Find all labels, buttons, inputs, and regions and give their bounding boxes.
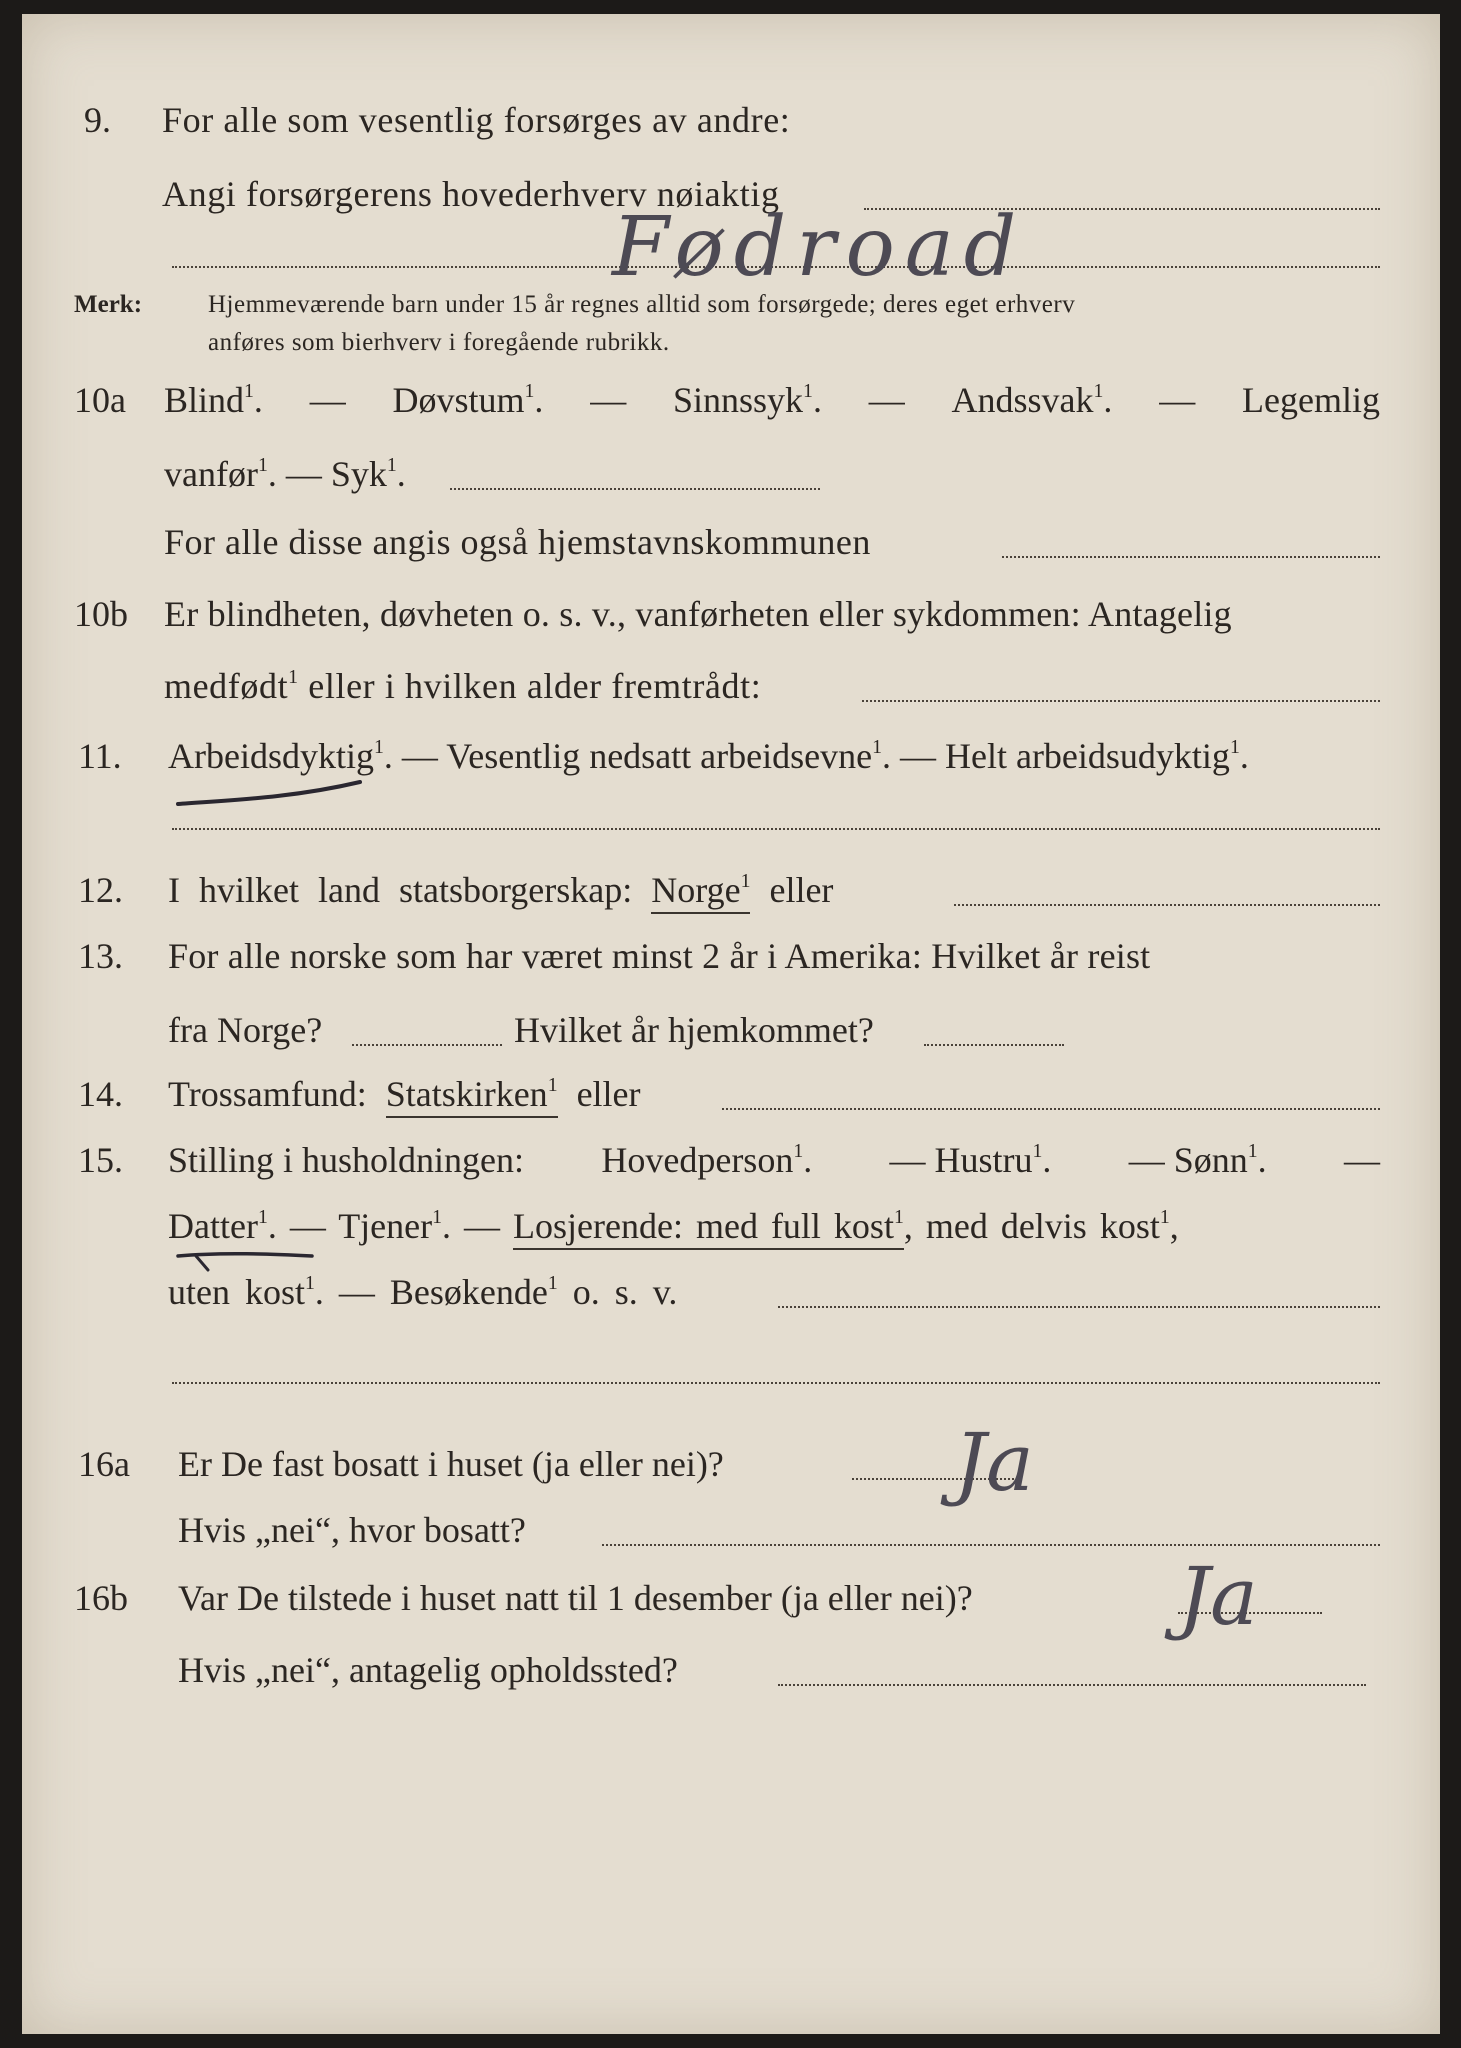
q13-number: 13. (78, 936, 123, 976)
option-hovedperson: Hovedperson$^1$. (601, 1140, 813, 1180)
note-line2: anføres som bierhverv i foregående rubrikk. (208, 329, 670, 356)
q10a-line3: For alle disse angis også hjemstavnskommunen (164, 522, 871, 562)
note-line1: Hjemmeværende barn under 15 år regnes alltid som forsørgede; deres eget erhverv (208, 291, 1076, 318)
q16b-opholdssted-line (778, 1684, 1366, 1686)
q15-line2: Datter$^1$. — Tjener$^1$. — Losjerende: med full kost$^1$, med delvis kost$^1$, (168, 1204, 1179, 1248)
option-hustru: — Hustru$^1$. (889, 1140, 1052, 1180)
q12-number: 12. (78, 870, 123, 910)
q9-handwritten-answer: Fødroad (612, 200, 1027, 295)
option-losjerende-underlined: Losjerende: med full kost$^1$ (513, 1206, 904, 1250)
option-andssvak: Andssvak$^1$. (951, 380, 1113, 420)
q10a-number: 10a (74, 380, 126, 420)
q14-number: 14. (78, 1074, 123, 1114)
q14-line: Trossamfund: Statskirken$^1$ eller (168, 1072, 641, 1116)
q10b-number: 10b (74, 594, 128, 634)
option-dovstum: Døvstum$^1$. (392, 380, 544, 420)
q15-answer-line-1 (778, 1306, 1380, 1308)
option-tjener: — Tjener$^1$. (289, 1206, 452, 1246)
option-besokende: — Besøkende$^1$ (338, 1272, 558, 1312)
q10b-alder-line (862, 700, 1380, 702)
option-vanfor: vanfør$^1$. (164, 454, 277, 494)
q9-line2: Angi forsørgerens hovederhverv nøiaktig (162, 174, 780, 214)
option-uten: uten kost$^1$. (168, 1272, 324, 1312)
q12-line: I hvilket land statsborgerskap: Norge$^1$ eller (168, 868, 833, 912)
option-nedsatt: — Vesentlig nedsatt arbeidsevne$^1$. (401, 736, 891, 776)
option-legemlig: Legemlig (1242, 380, 1380, 420)
q16a-bosatt-line (602, 1544, 1380, 1546)
option-sinnssyk: Sinnssyk$^1$. (673, 380, 822, 420)
q10a-line1: Blind$^1$. — Døvstum$^1$. — Sinnssyk$^1$. — Andssvak$^1$. — Legemlig (164, 380, 1380, 420)
q16b-handwritten-answer: Ja (1178, 1550, 1258, 1643)
q13-fra-norge: fra Norge? (168, 1010, 323, 1050)
option-blind: Blind$^1$. (164, 380, 263, 420)
q14-answer-line (722, 1108, 1380, 1110)
q13-reist-line (352, 1044, 502, 1046)
q11-number: 11. (78, 736, 122, 776)
q13-hjemkommet: Hvilket år hjemkommet? (514, 1010, 874, 1050)
note-label: Merk: (74, 291, 143, 318)
q11-line1 (168, 734, 1249, 778)
option-arbeidsdyktig: Arbeidsdyktig$^1$. (168, 736, 393, 776)
option-syk: Syk$^1$. (330, 454, 406, 494)
q10a-hjemstavn-line (1002, 556, 1380, 558)
q10a-line2: vanfør$^1$. — Syk$^1$. (164, 454, 406, 494)
q16b-line2: Hvis „nei“, antagelig opholdssted? (178, 1650, 678, 1690)
q10b-line1: Er blindheten, døvheten o. s. v., vanførheten eller sykdommen: Antagelig (164, 594, 1232, 634)
option-delvis: , med delvis kost$^1$ (903, 1206, 1170, 1246)
q16a-line2: Hvis „nei“, hvor bosatt? (178, 1510, 526, 1550)
q10b-line2: medfødt$^1$ eller i hvilken alder fremtrådt: (164, 666, 762, 706)
q16a-number: 16a (78, 1444, 130, 1484)
q16a-handwritten-answer: Ja (954, 1416, 1034, 1509)
q16b-line1: Var De tilstede i huset natt til 1 desember (ja eller nei)? (178, 1578, 973, 1618)
q15-answer-line-2 (172, 1382, 1380, 1384)
q11-handwritten-underline (172, 774, 372, 834)
option-sonn: — Sønn$^1$. (1128, 1140, 1267, 1180)
q9-line1: For alle som vesentlig forsørges av andre: (162, 100, 791, 140)
census-form-page (22, 14, 1440, 2034)
q10a-syk-line (450, 488, 820, 490)
q9-number: 9. (84, 100, 111, 140)
q13-line1: For alle norske som har været minst 2 år i Amerika: Hvilket år reist (168, 936, 1151, 976)
q15-number: 15. (78, 1140, 123, 1180)
option-norge-underlined: Norge$^1$ (651, 870, 750, 914)
q15-line1: Stilling i husholdningen: Hovedperson$^1$. — Hustru$^1$. — Sønn$^1$. — (168, 1140, 1380, 1180)
q13-hjemkommet-line (924, 1044, 1064, 1046)
option-udyktig: — Helt arbeidsudyktig$^1$. (899, 736, 1249, 776)
option-statskirken-underlined: Statskirken$^1$ (386, 1074, 558, 1118)
q15-line3: uten kost$^1$. — Besøkende$^1$ o. s. v. (168, 1272, 678, 1312)
q16b-number: 16b (74, 1578, 128, 1618)
q12-answer-line (954, 904, 1380, 906)
q16a-line1: Er De fast bosatt i huset (ja eller nei)? (178, 1444, 724, 1484)
option-datter: Datter$^1$. (168, 1206, 277, 1246)
